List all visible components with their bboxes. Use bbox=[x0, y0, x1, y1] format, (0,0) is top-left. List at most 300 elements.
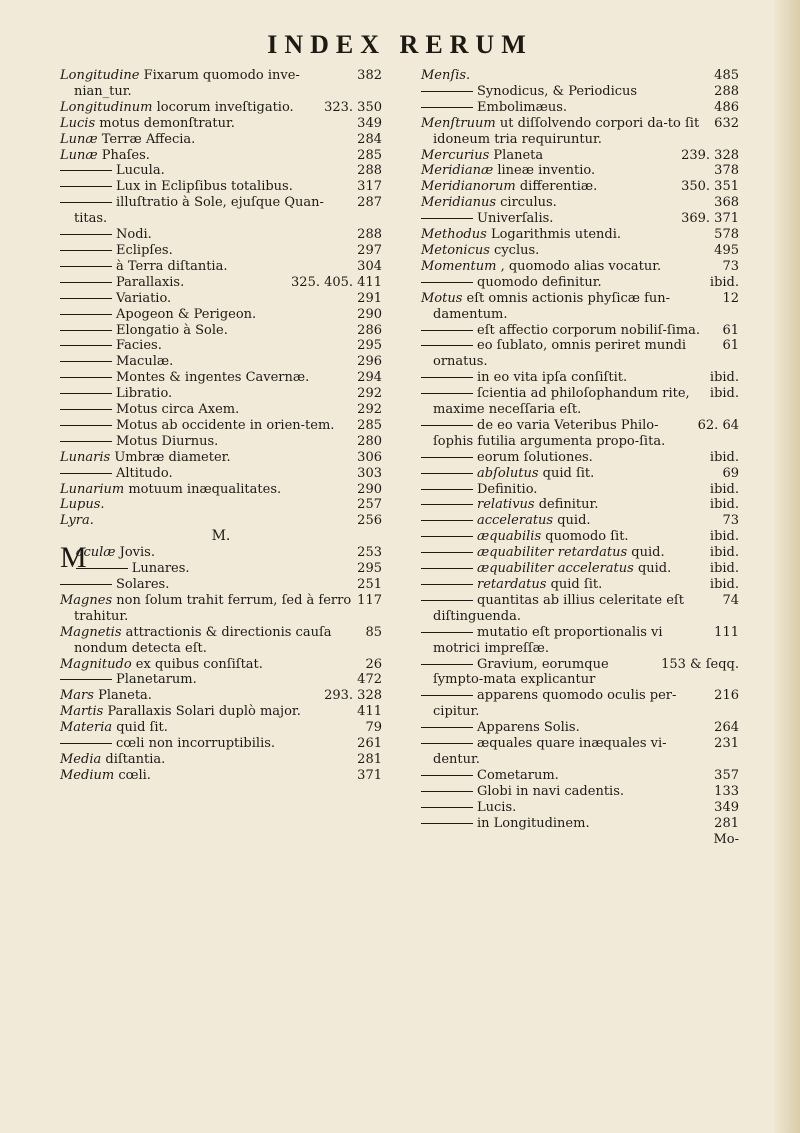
entry-page: 73 bbox=[722, 258, 739, 274]
index-entry bbox=[421, 275, 739, 291]
entry-term: æquabiliter acceleratus bbox=[477, 561, 638, 577]
entry-text: Motus circa Axem. bbox=[116, 402, 240, 418]
entry-text: Motus Diurnus. bbox=[116, 433, 219, 449]
entry-page: 264 bbox=[714, 720, 739, 736]
entry-text: à Terra diſtantia. bbox=[116, 258, 228, 274]
entry-page: 79 bbox=[365, 720, 382, 736]
entry-text: eo ſublato, omnis periret mundi ornatus. bbox=[433, 338, 687, 370]
entry-text: Lunares. bbox=[131, 561, 190, 577]
entry-text: motuum inæqualitates. bbox=[128, 481, 282, 497]
ditto-rule bbox=[421, 695, 473, 696]
entry-page: 288 bbox=[357, 163, 382, 179]
index-entry bbox=[421, 179, 739, 195]
entry-text: quid ſit. bbox=[116, 720, 168, 736]
entry-text: Altitudo. bbox=[116, 465, 173, 481]
entry-text: Fixarum quomodo inve-nian_tur. bbox=[74, 68, 300, 99]
index-entry bbox=[60, 593, 382, 625]
entry-text: ſcientia ad philoſophandum rite, maxime neceſſaria eſt. bbox=[433, 386, 690, 418]
ditto-rule bbox=[60, 473, 112, 474]
ditto-rule bbox=[421, 504, 473, 505]
index-entry bbox=[60, 497, 382, 513]
ditto-rule bbox=[421, 727, 473, 728]
index-entry bbox=[60, 688, 382, 704]
entry-text: de eo varia Veteribus Philo-ſophis futilia argumenta propo-ſita. bbox=[433, 417, 666, 449]
entry-lemma: aculæ bbox=[75, 545, 120, 561]
ditto-rule bbox=[421, 457, 473, 458]
index-entry bbox=[421, 243, 739, 259]
entry-text: Parallaxis. bbox=[116, 274, 185, 290]
index-entry bbox=[60, 259, 382, 275]
index-entry bbox=[421, 227, 739, 243]
entry-lemma: Lyra. bbox=[60, 513, 94, 529]
index-entry bbox=[421, 816, 739, 832]
entry-term: relativus bbox=[477, 497, 539, 513]
entry-lemma: Menſtruum bbox=[421, 115, 500, 131]
entry-page: 133 bbox=[714, 783, 739, 799]
entry-text: Parallaxis Solari duplò major. bbox=[107, 704, 301, 720]
entry-page: 290 bbox=[357, 306, 382, 322]
entry-text: Embolimæus. bbox=[477, 99, 568, 115]
entry-page: 303 bbox=[357, 465, 382, 481]
index-entry bbox=[421, 100, 739, 116]
entry-lemma: Martis bbox=[60, 704, 108, 720]
ditto-rule bbox=[421, 664, 473, 665]
entry-text: eſt affectio corporum nobiliſ-ſima. bbox=[477, 322, 701, 338]
entry-page: 111 bbox=[714, 624, 739, 640]
index-entry bbox=[421, 291, 739, 323]
index-entry bbox=[421, 116, 739, 148]
drop-cap: M bbox=[60, 541, 87, 575]
entry-text: Globi in navi cadentis. bbox=[477, 783, 625, 799]
entry-text: Lux in Eclipſibus totalibus. bbox=[116, 179, 293, 195]
entry-lemma: Magnes bbox=[60, 592, 117, 608]
entry-lemma: Longitudine bbox=[60, 68, 144, 83]
entry-lemma: Magnitudo bbox=[60, 656, 136, 672]
entry-page: 632 bbox=[714, 115, 739, 131]
index-entry bbox=[60, 275, 382, 291]
index-entry bbox=[60, 418, 382, 434]
ditto-rule bbox=[60, 298, 112, 299]
ditto-rule bbox=[60, 679, 112, 680]
entry-page: 349 bbox=[714, 799, 739, 815]
entry-page: 294 bbox=[357, 370, 382, 386]
entry-lemma: Meridianorum bbox=[421, 179, 520, 195]
entry-text: Facies. bbox=[116, 338, 162, 354]
index-entry bbox=[421, 625, 739, 657]
entry-text: quid ſit. bbox=[550, 577, 603, 592]
entry-text: Apparens Solis. bbox=[477, 720, 580, 736]
ditto-rule bbox=[421, 600, 473, 601]
entry-page: 12 bbox=[722, 290, 739, 306]
entry-page: 411 bbox=[357, 704, 382, 720]
entry-page: 295 bbox=[357, 561, 382, 577]
section-letter: M. bbox=[211, 528, 231, 545]
entry-lemma: Materia bbox=[60, 720, 117, 736]
entry-text: Motus ab occidente in orien-tem. bbox=[116, 417, 335, 433]
entry-lemma: Lunarium bbox=[60, 481, 129, 497]
entry-text: quid. bbox=[637, 561, 672, 577]
entry-page: 323. 350 bbox=[324, 99, 382, 115]
entry-page: 280 bbox=[357, 433, 382, 449]
index-entry bbox=[421, 513, 739, 529]
ditto-rule bbox=[60, 361, 112, 362]
entry-page: 74 bbox=[722, 592, 739, 608]
index-entry bbox=[60, 307, 382, 323]
index-entry bbox=[60, 402, 382, 418]
entry-page: 239. 328 bbox=[681, 147, 739, 163]
index-entry bbox=[60, 100, 382, 116]
index-entry bbox=[60, 243, 382, 259]
index-entry bbox=[60, 338, 382, 354]
entry-text: Solares. bbox=[116, 577, 170, 592]
entry-page: 62. 64 bbox=[697, 417, 739, 433]
entry-page: 368 bbox=[714, 195, 739, 211]
index-entry bbox=[421, 466, 739, 482]
entry-text: attractionis & directionis cauſa nondum detecta eſt. bbox=[74, 624, 332, 656]
entry-text: motus demonſtratur. bbox=[99, 115, 235, 131]
index-entry bbox=[421, 688, 739, 720]
entry-text: quantitas ab illius celeritate eſt diſtinguenda. bbox=[433, 592, 684, 624]
entry-text: quid ſit. bbox=[542, 465, 595, 481]
entry-page: 296 bbox=[357, 354, 382, 370]
ditto-rule bbox=[421, 584, 473, 585]
ditto-rule bbox=[421, 345, 473, 346]
entry-text: ut diſſolvendo corpori da-to ſit idoneum tria requiruntur. bbox=[433, 115, 700, 147]
entry-text: quomodo definitur. bbox=[477, 274, 602, 290]
entry-page: 382 bbox=[357, 68, 382, 83]
entry-page: 284 bbox=[357, 131, 382, 147]
entry-text: quid. bbox=[557, 513, 591, 529]
entry-page: ibid. bbox=[709, 386, 739, 402]
entry-page: 350. 351 bbox=[681, 179, 739, 195]
index-entry bbox=[421, 148, 739, 164]
entry-page: 73 bbox=[722, 513, 739, 529]
entry-text: Apogeon & Perigeon. bbox=[116, 306, 257, 322]
ditto-rule bbox=[421, 393, 473, 394]
ditto-rule bbox=[60, 250, 112, 251]
ditto-rule bbox=[421, 568, 473, 569]
entry-page: 285 bbox=[357, 147, 382, 163]
entry-text: Definitio. bbox=[477, 481, 538, 497]
ditto-rule bbox=[421, 823, 473, 824]
entry-page: ibid. bbox=[709, 449, 739, 465]
entry-page: 472 bbox=[357, 672, 382, 688]
entry-lemma: Magnetis bbox=[60, 624, 126, 640]
entry-text: Lucis. bbox=[477, 799, 517, 815]
entry-text: Eclipſes. bbox=[116, 242, 173, 258]
entry-page: 369. 371 bbox=[681, 211, 739, 227]
ditto-rule bbox=[76, 568, 128, 569]
entry-lemma: Lunæ bbox=[60, 131, 102, 147]
entry-text: Jovis. bbox=[119, 545, 155, 561]
entry-text: Montes & ingentes Cavernæ. bbox=[116, 370, 310, 386]
entry-page: 69 bbox=[722, 465, 739, 481]
index-entry bbox=[60, 672, 382, 688]
ditto-rule bbox=[421, 473, 473, 474]
entry-page: 216 bbox=[714, 688, 739, 704]
index-entry bbox=[421, 497, 739, 513]
entry-text: Nodi. bbox=[116, 227, 152, 243]
index-entry bbox=[60, 323, 382, 339]
ditto-rule bbox=[60, 345, 112, 346]
index-entry bbox=[60, 354, 382, 370]
entry-text: , quomodo alias vocatur. bbox=[500, 258, 662, 274]
ditto-rule bbox=[421, 377, 473, 378]
ditto-rule bbox=[60, 330, 112, 331]
entry-page: 495 bbox=[714, 242, 739, 258]
index-entry bbox=[60, 752, 382, 768]
index-entry bbox=[60, 720, 382, 736]
index-entry bbox=[60, 736, 382, 752]
ditto-rule bbox=[60, 186, 112, 187]
entry-text: differentiæ. bbox=[519, 179, 598, 195]
entry-lemma: Motus bbox=[421, 290, 467, 306]
entry-page: ibid. bbox=[709, 545, 739, 561]
entry-page: 281 bbox=[357, 751, 382, 767]
ditto-rule bbox=[60, 377, 112, 378]
entry-lemma: Medium bbox=[60, 767, 119, 783]
ditto-rule bbox=[60, 170, 112, 171]
entry-lemma: Mercurius bbox=[421, 147, 494, 163]
entry-text: Planeta. bbox=[98, 688, 152, 704]
entry-text: Umbræ diameter. bbox=[114, 449, 231, 465]
entry-text: ex quibus conſiſtat. bbox=[135, 656, 263, 672]
entry-page: 288 bbox=[714, 83, 739, 99]
ditto-rule bbox=[421, 632, 473, 633]
entry-lemma: Momentum bbox=[421, 258, 501, 274]
ditto-rule bbox=[60, 743, 112, 744]
index-entry bbox=[421, 84, 739, 100]
index-entry bbox=[421, 211, 739, 227]
entry-page: 251 bbox=[357, 577, 382, 592]
entry-term: æquabilis bbox=[477, 529, 546, 545]
entry-text: Phaſes. bbox=[101, 147, 150, 163]
index-entry bbox=[421, 736, 739, 768]
ditto-rule bbox=[60, 409, 112, 410]
entry-text: Elongatio à Sole. bbox=[116, 322, 228, 338]
index-entry bbox=[60, 450, 382, 466]
ditto-rule bbox=[421, 282, 473, 283]
index-entry bbox=[60, 482, 382, 498]
entry-text: in Longitudinem. bbox=[477, 815, 590, 831]
ditto-rule bbox=[60, 441, 112, 442]
index-entry bbox=[421, 657, 739, 689]
entry-page: 293. 328 bbox=[324, 688, 382, 704]
entry-page: 117 bbox=[357, 592, 382, 608]
entry-text: Univerſalis. bbox=[477, 211, 554, 227]
entry-text: apparens quomodo oculis per-cipitur. bbox=[433, 688, 677, 720]
entry-text: æquales quare inæquales vi-dentur. bbox=[433, 736, 667, 767]
entry-page: 281 bbox=[714, 815, 739, 831]
entry-page: 486 bbox=[714, 99, 739, 115]
index-entry bbox=[60, 768, 382, 784]
index-entry bbox=[60, 179, 382, 195]
entry-lemma: Meridianus bbox=[421, 195, 501, 211]
index-entry bbox=[60, 227, 382, 243]
entry-text: cyclus. bbox=[494, 242, 540, 258]
entry-text: Cometarum. bbox=[477, 767, 559, 783]
ditto-rule bbox=[60, 234, 112, 235]
ditto-rule bbox=[421, 807, 473, 808]
entry-page: ibid. bbox=[709, 370, 739, 386]
entry-text: Lucula. bbox=[116, 163, 165, 179]
entry-page: ibid. bbox=[709, 497, 739, 513]
right-column bbox=[421, 68, 739, 847]
entry-text: Maculæ. bbox=[116, 354, 174, 370]
index-entry bbox=[421, 784, 739, 800]
entry-text: Synodicus, & Periodicus bbox=[477, 83, 638, 99]
index-entry bbox=[60, 291, 382, 307]
entry-term: æquabiliter retardatus bbox=[477, 545, 632, 561]
ditto-rule bbox=[60, 266, 112, 267]
ditto-rule bbox=[421, 520, 473, 521]
entry-page: 371 bbox=[357, 767, 382, 783]
entry-page: 291 bbox=[357, 290, 382, 306]
ditto-rule bbox=[421, 743, 473, 744]
ditto-rule bbox=[60, 584, 112, 585]
entry-page: 256 bbox=[357, 513, 382, 529]
entry-page: 317 bbox=[357, 179, 382, 195]
index-entry bbox=[60, 561, 382, 577]
index-entry bbox=[60, 466, 382, 482]
entry-page: 292 bbox=[357, 386, 382, 402]
ditto-rule bbox=[421, 536, 473, 537]
index-entry bbox=[60, 704, 382, 720]
entry-page: 292 bbox=[357, 402, 382, 418]
index-entry bbox=[421, 338, 739, 370]
entry-page: 253 bbox=[357, 545, 382, 561]
index-entry bbox=[421, 68, 739, 84]
entry-text: Gravium, eorumque ſympto-mata explicantur bbox=[433, 656, 609, 688]
entry-term: retardatus bbox=[477, 577, 551, 592]
entry-text: illuſtratio à Sole, ejuſque Quan-titas. bbox=[74, 195, 324, 227]
ditto-rule bbox=[421, 775, 473, 776]
index-entry bbox=[60, 370, 382, 386]
entry-page: 325. 405. 411 bbox=[291, 274, 382, 290]
page-edge bbox=[774, 0, 800, 1133]
index-entry bbox=[60, 657, 382, 673]
entry-lemma: Lunaris bbox=[60, 449, 115, 465]
entry-text: mutatio eſt proportionalis vi motrici impreſſæ. bbox=[433, 624, 663, 656]
entry-page: 257 bbox=[357, 497, 382, 513]
entry-page: ibid. bbox=[709, 274, 739, 290]
entry-lemma: Lupus. bbox=[60, 497, 105, 513]
entry-text: in eo vita ipſa conſiſtit. bbox=[477, 370, 628, 386]
catchword: Mo- bbox=[713, 831, 739, 847]
entry-lemma: Methodus bbox=[421, 227, 491, 243]
entry-page: ibid. bbox=[709, 577, 739, 592]
index-entry bbox=[60, 163, 382, 179]
entry-page: ibid. bbox=[709, 561, 739, 577]
index-entry bbox=[421, 163, 739, 179]
entry-lemma: Mars bbox=[60, 688, 99, 704]
index-entry bbox=[60, 434, 382, 450]
index-entry bbox=[421, 370, 739, 386]
entry-text: definitur. bbox=[538, 497, 599, 513]
entry-lemma: Longitudinum bbox=[60, 99, 157, 115]
entry-text: quid. bbox=[631, 545, 665, 561]
entry-text: circulus. bbox=[500, 195, 557, 211]
ditto-rule bbox=[60, 282, 112, 283]
ditto-rule bbox=[421, 91, 473, 92]
ditto-rule bbox=[421, 425, 473, 426]
entry-page: 485 bbox=[714, 68, 739, 83]
entry-page: 349 bbox=[357, 115, 382, 131]
index-entry bbox=[421, 800, 739, 816]
page-title: INDEX RERUM bbox=[267, 30, 533, 59]
entry-page: 304 bbox=[357, 258, 382, 274]
entry-page: 290 bbox=[357, 481, 382, 497]
entry-page: 231 bbox=[714, 736, 739, 752]
left-column bbox=[60, 68, 382, 784]
index-entry bbox=[421, 482, 739, 498]
entry-text: cœli non incorruptibilis. bbox=[116, 736, 276, 752]
entry-text: Variatio. bbox=[116, 290, 172, 306]
entry-text: Terræ Affecia. bbox=[101, 131, 196, 147]
entry-page: 578 bbox=[714, 227, 739, 243]
entry-page: 61 bbox=[722, 338, 739, 354]
entry-page: 285 bbox=[357, 417, 382, 433]
entry-text: Planetarum. bbox=[116, 672, 197, 688]
entry-text: diſtantia. bbox=[105, 751, 166, 767]
entry-term: acceleratus bbox=[477, 513, 558, 529]
index-entry bbox=[421, 529, 739, 545]
entry-text: non ſolum trahit ferrum, ſed à ferro trahitur. bbox=[74, 592, 352, 624]
entry-text: eſt omnis actionis phyſicæ fun-damentum. bbox=[433, 290, 671, 322]
entry-text: locorum inveſtigatio. bbox=[156, 99, 294, 115]
entry-lemma: Meridianæ bbox=[421, 163, 498, 179]
index-entry bbox=[421, 768, 739, 784]
index-entry bbox=[60, 513, 382, 529]
index-entry bbox=[60, 625, 382, 657]
ditto-rule bbox=[60, 425, 112, 426]
entry-page: ibid. bbox=[709, 529, 739, 545]
entry-lemma: Lunæ bbox=[60, 147, 102, 163]
index-entry bbox=[60, 132, 382, 148]
entry-page: 295 bbox=[357, 338, 382, 354]
entry-page: 297 bbox=[357, 242, 382, 258]
ditto-rule bbox=[421, 330, 473, 331]
entry-page: ibid. bbox=[709, 481, 739, 497]
ditto-rule bbox=[421, 218, 473, 219]
index-entry bbox=[60, 577, 382, 593]
index-entry bbox=[421, 720, 739, 736]
entry-text: Logarithmis utendi. bbox=[490, 227, 622, 243]
index-entry bbox=[421, 259, 739, 275]
index-entry bbox=[421, 450, 739, 466]
index-entry bbox=[421, 577, 739, 593]
entry-text: cœli. bbox=[118, 767, 151, 783]
entry-text: lineæ inventio. bbox=[497, 163, 596, 179]
index-entry bbox=[421, 418, 739, 450]
entry-page: 357 bbox=[714, 767, 739, 783]
entry-page: 306 bbox=[357, 449, 382, 465]
entry-page: 61 bbox=[722, 322, 739, 338]
entry-page: 261 bbox=[357, 736, 382, 752]
entry-lemma: Menſis. bbox=[421, 68, 471, 83]
index-entry bbox=[421, 195, 739, 211]
entry-text: Libratio. bbox=[116, 386, 173, 402]
entry-text: eorum ſolutiones. bbox=[477, 449, 593, 465]
entry-text: Planeta bbox=[493, 147, 544, 163]
index-entry bbox=[60, 386, 382, 402]
index-entry bbox=[60, 68, 382, 100]
ditto-rule bbox=[421, 107, 473, 108]
entry-page: 153 & ſeqq. bbox=[661, 656, 739, 672]
index-entry bbox=[421, 386, 739, 418]
index-entry bbox=[421, 593, 739, 625]
index-entry bbox=[60, 116, 382, 132]
